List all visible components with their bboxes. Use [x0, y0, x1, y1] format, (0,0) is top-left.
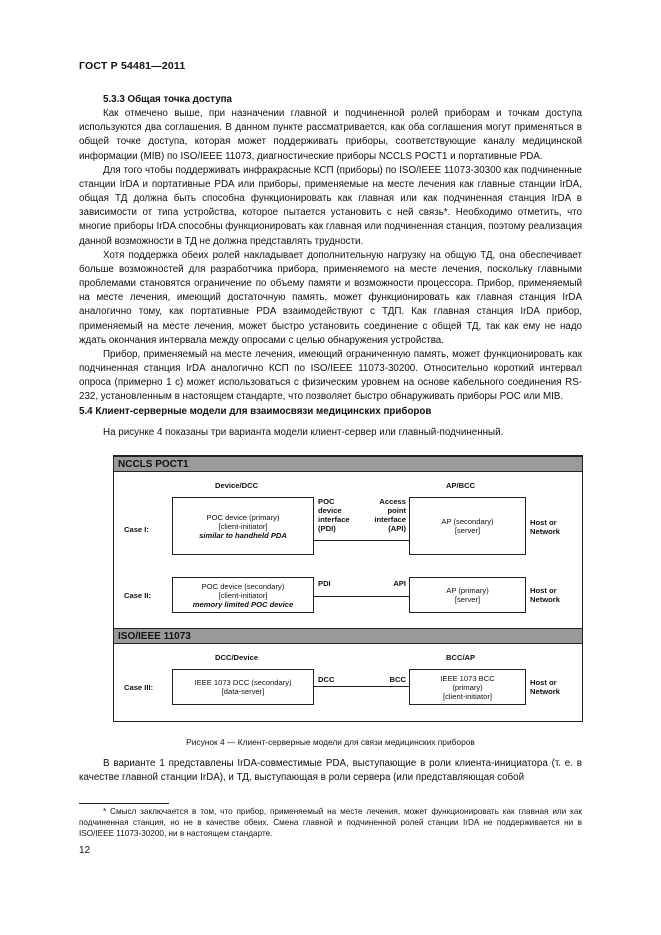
case-2-api-label: API [393, 579, 406, 588]
case-3-host-label: Host or Network [530, 678, 560, 696]
case-2-link-line [314, 596, 409, 597]
standard-header: ГОСТ Р 54481—2011 [79, 60, 186, 72]
column-label-dcc-device: DCC/Device [215, 653, 259, 662]
section-bar-iso-ieee: ISO/IEEE 11073 [114, 628, 582, 644]
box-line: [data-server] [221, 687, 265, 696]
box-line: (primary) [452, 682, 483, 692]
case-3-dcc-label: DCC [318, 675, 335, 684]
post-figure-text [79, 757, 582, 785]
case-2-device-box [172, 577, 314, 613]
box-line: POC device (primary) [206, 512, 280, 522]
paragraph: На рисунке 4 показаны три варианта модели клиент-сервер или главный-подчиненный. [103, 427, 504, 439]
box-line: POC device (secondary) [201, 581, 285, 591]
case-3-link-line [314, 686, 409, 687]
section-heading: 5.3.3 Общая точка доступа [103, 94, 233, 105]
case-1-pdi-label: POC device interface (PDI) [318, 497, 350, 533]
box-line: [client-initiator] [218, 521, 268, 531]
paragraph: Хотя поддержка обеих ролей накладывает дополнительную нагрузку на общую ТД, она обеспечивает больше возможностей для разработчика прибора, применяемого на месте лечения, поскольку главными проблемами становятся ограничение по объему памяти и возможности процессора. Прибор, применяемый на месте лечения, имеющий достаточную память, может функционировать как главная станция IrDA аналогично тому, как портативные PDA взаимодействуют с ТДП. Как главная станция IrDA прибор, применяемый на месте лечения, может быстро установить соединение с общей ТД, так как ему не надо ждать окончания интервала между опросами с целью обнаружения устройства. [79, 249, 582, 346]
footnote [79, 806, 582, 839]
case-1-label: Case I: [124, 525, 149, 534]
footnote-text: * Смысл заключается в том, что прибор, применяемый на месте лечения, может функционировать как главная или как подчиненная станция, но не в качестве обеих. Смена главной и подчиненной ролей станции IrDA не поддерживается ни в ISO/IEEE 11073-30200, ни в настоящем стандарте. [79, 807, 582, 838]
paragraph: Как отмечено выше, при назначении главной и подчиненной ролей приборам и точкам доступа используются два соглашения. В данном пункте рассматривается, как оба соглашения могут применяться в общей точке доступа, которая может поддерживать приборы, соответствующие каналу медицинской информации (MIB) по ISO/IEEE 11073, диагностические приборы NCCLS POCT1 и портативные PDA. [79, 108, 582, 162]
column-label-device-dcc: Device/DCC [215, 481, 259, 490]
box-line: memory limited POC device [192, 599, 294, 609]
case-2-label: Case II: [124, 591, 152, 600]
paragraph: Прибор, применяемый на месте лечения, имеющий ограниченную память, может функционировать как подчиненная станция IrDA аналогично КСП по ISO/IEEE 11073-30200. Относительно короткий интервал опроса (примерно 1 с) может использоваться с физическим уровнем на основе кабельного соединения RS-232, установленным в настоящем стандарте, что позволяет быстро обнаруживать приборы POC или MIB. [79, 348, 582, 403]
case-1-host-label: Host or Network [530, 518, 560, 536]
case-3-bcc-box [409, 669, 526, 705]
box-line: IEEE 1073 BCC [440, 673, 495, 683]
case-1-device-box [172, 497, 314, 555]
case-3-dcc-box [172, 669, 314, 705]
box-line: similar to handheld PDA [199, 530, 287, 540]
box-line: AP (primary) [446, 586, 489, 595]
case-3-bcc-label: BCC [389, 675, 406, 684]
section-5-4 [79, 405, 582, 440]
box-line: [server] [454, 595, 481, 604]
page-number: 12 [79, 845, 91, 856]
figure-caption: Рисунок 4 — Клиент-серверные модели для связи медицинских приборов [186, 737, 475, 747]
column-label-ap-bcc: AP/BCC [446, 481, 476, 490]
box-line: IEEE 1073 DCC (secondary) [194, 678, 292, 687]
section-bar-nccls: NCCLS POCT1 [114, 456, 582, 472]
case-3-label: Case III: [124, 683, 154, 692]
section-5-3-3 [79, 93, 582, 404]
case-1-api-label: Access point interface (API) [374, 497, 406, 533]
box-line: AP (secondary) [441, 517, 494, 526]
paragraph: В варианте 1 представлены IrDA-совместимые PDA, выступающие в роли клиента-инициатора (т. е. в качестве главной станции IrDA), и ТД, выступающая в роли сервера (или представляющая собой [79, 758, 582, 784]
box-line: [server] [454, 526, 481, 535]
case-2-ap-box [409, 577, 526, 613]
case-2-pdi-label: PDI [318, 579, 331, 588]
case-2-host-label: Host or Network [530, 586, 560, 604]
figure-4-diagram [113, 455, 583, 722]
footnote-divider [79, 803, 169, 804]
case-1-ap-box [409, 497, 526, 555]
section-heading: 5.4 Клиент-серверные модели для взаимосвязи медицинских приборов [79, 406, 432, 417]
case-1-link-line [314, 540, 409, 541]
paragraph: Для того чтобы поддерживать инфракрасные КСП (приборы) по ISO/IEEE 11073-30300 как подчиненные станции IrDA и портативные PDA или приборы, применяемые на месте лечения как главные станции IrDA, общая ТД должна быть способна функционировать как главная или как подчиненная станция IrDA в зависимости от типа устройства, которое пытается установить с ней связь*. Необходимо отметить, что многие приборы IrDA способны функционировать как главная или подчиненная станция, поэтому реализация данной возможности в ТД не должна представлять трудности. [79, 164, 582, 247]
box-line: [client-initiator] [443, 691, 492, 701]
box-line: [client-initiator] [218, 590, 268, 600]
column-label-bcc-ap: BCC/AP [446, 653, 476, 662]
